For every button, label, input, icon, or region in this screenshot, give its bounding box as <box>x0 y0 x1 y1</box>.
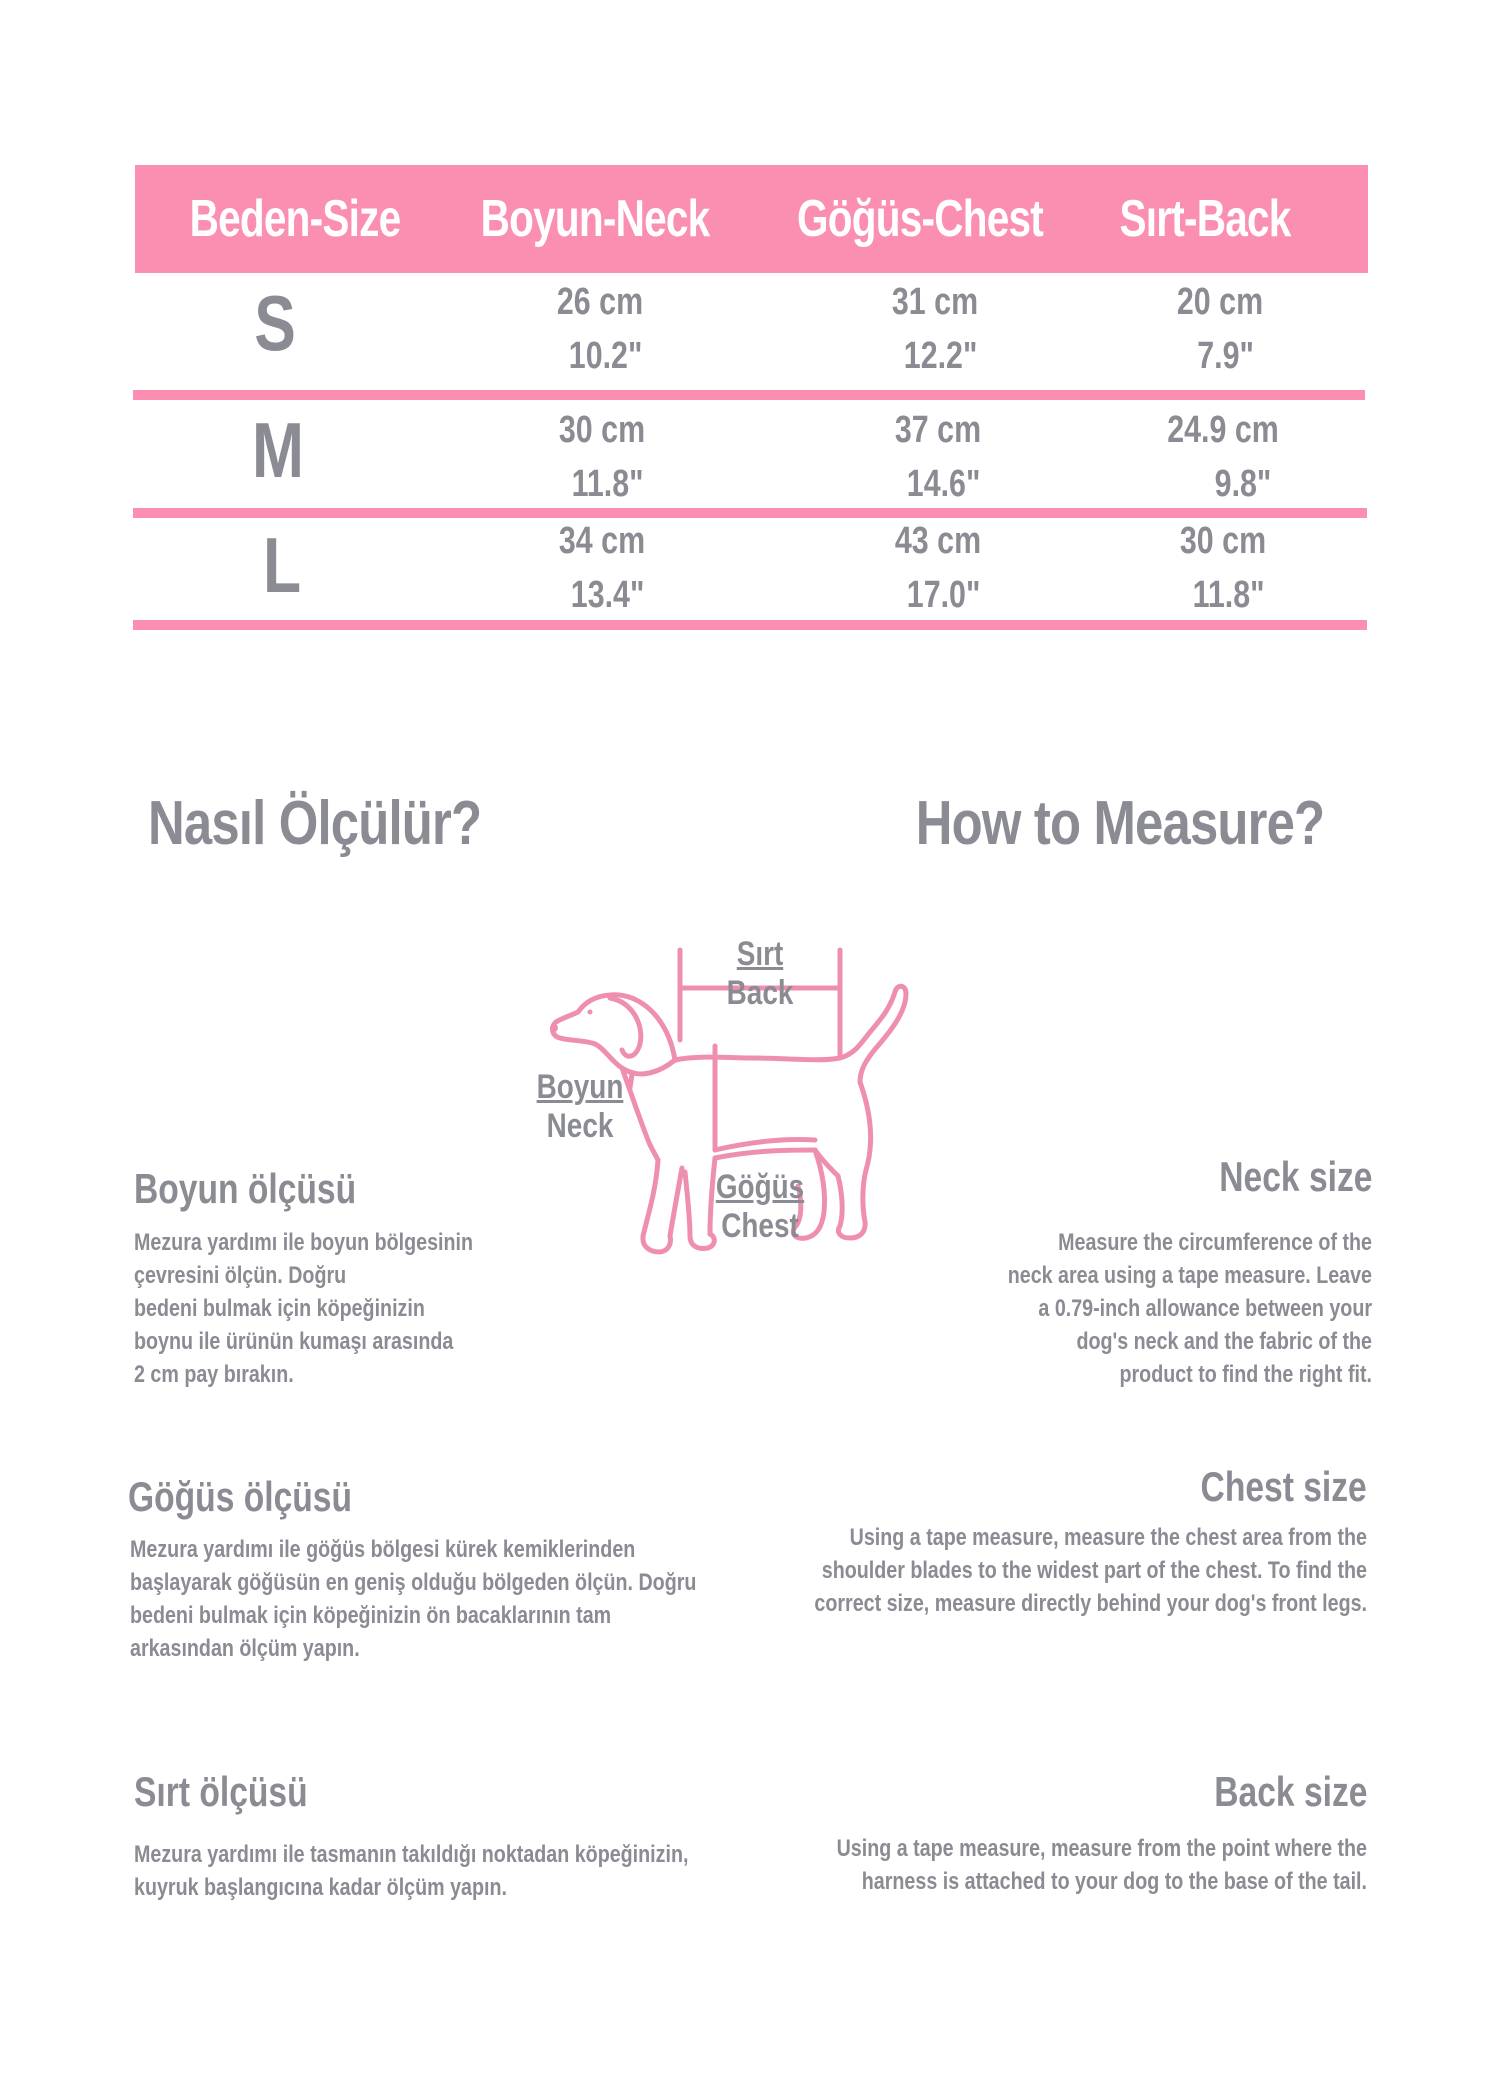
size-table-header <box>135 165 1368 273</box>
cell-l-neck: 34 cm 13.4" <box>558 520 646 616</box>
neck-size-text-tr: Mezura yardımı ile boyun bölgesinin çevresini ölçün. Doğru bedeni bulmak için köpeğinizin boynu ile ürünün kumaşı arasında 2 cm pay bırakın. <box>134 1229 473 1388</box>
heading-how-to-measure-en: How to Measure? <box>915 789 1324 858</box>
cell-l-back: 30 cm 11.8" <box>1179 520 1267 616</box>
row-divider <box>133 390 1365 400</box>
back-size-text-en: Using a tape measure, measure from the point where the harness is attached to your dog to the base of the tail. <box>836 1835 1367 1895</box>
size-l: L <box>262 521 302 609</box>
chest-size-title-tr: Göğüs ölçüsü <box>128 1473 353 1520</box>
chest-size-text-tr: Mezura yardımı ile göğüs bölgesi kürek kemiklerinden başlayarak göğüsün en geniş olduğu bölgeden ölçün. Doğru bedeni bulmak için köpeğinizin ön bacaklarının tam arkasından ölçüm yapın. <box>130 1536 697 1662</box>
cell-s-back: 20 cm 7.9" <box>1176 281 1264 377</box>
chest-size-title-en: Chest size <box>1200 1463 1367 1510</box>
size-s: S <box>254 279 296 367</box>
cell-m-chest: 37 cm 14.6" <box>894 409 982 505</box>
header-back: Sırt-Back <box>1119 190 1291 248</box>
header-size: Beden-Size <box>189 190 401 248</box>
row-divider <box>133 620 1367 630</box>
diagram-label-back: Sırt Back <box>726 935 794 1012</box>
diagram-label-chest: Göğüs Chest <box>715 1168 805 1245</box>
cell-s-neck: 26 cm 10.2" <box>556 281 644 377</box>
header-neck: Boyun-Neck <box>480 190 710 248</box>
back-size-text-tr: Mezura yardımı ile tasmanın takıldığı noktadan köpeğinizin, kuyruk başlangıcına kadar ölçüm yapın. <box>134 1841 689 1901</box>
cell-m-back: 24.9 cm 9.8" <box>1167 409 1279 505</box>
cell-m-neck: 30 cm 11.8" <box>558 409 646 505</box>
cell-l-chest: 43 cm 17.0" <box>894 520 982 616</box>
neck-size-title-en: Neck size <box>1218 1153 1372 1200</box>
diagram-label-neck: Boyun Neck <box>536 1068 624 1145</box>
cell-s-chest: 31 cm 12.2" <box>891 281 979 377</box>
neck-size-text-en: Measure the circumference of the neck area using a tape measure. Leave a 0.79-inch allowance between your dog's neck and the fabric of the product to find the right fit. <box>1007 1229 1372 1388</box>
size-m: M <box>252 406 304 494</box>
heading-how-to-measure-tr: Nasıl Ölçülür? <box>148 789 482 858</box>
back-size-title-en: Back size <box>1213 1768 1367 1815</box>
neck-size-title-tr: Boyun ölçüsü <box>134 1165 357 1212</box>
chest-size-text-en: Using a tape measure, measure the chest area from the shoulder blades to the widest part of the chest. To find the correct size, measure directly behind your dog's front legs. <box>814 1524 1367 1617</box>
header-chest: Göğüs-Chest <box>796 190 1044 248</box>
back-size-title-tr: Sırt ölçüsü <box>134 1768 308 1815</box>
